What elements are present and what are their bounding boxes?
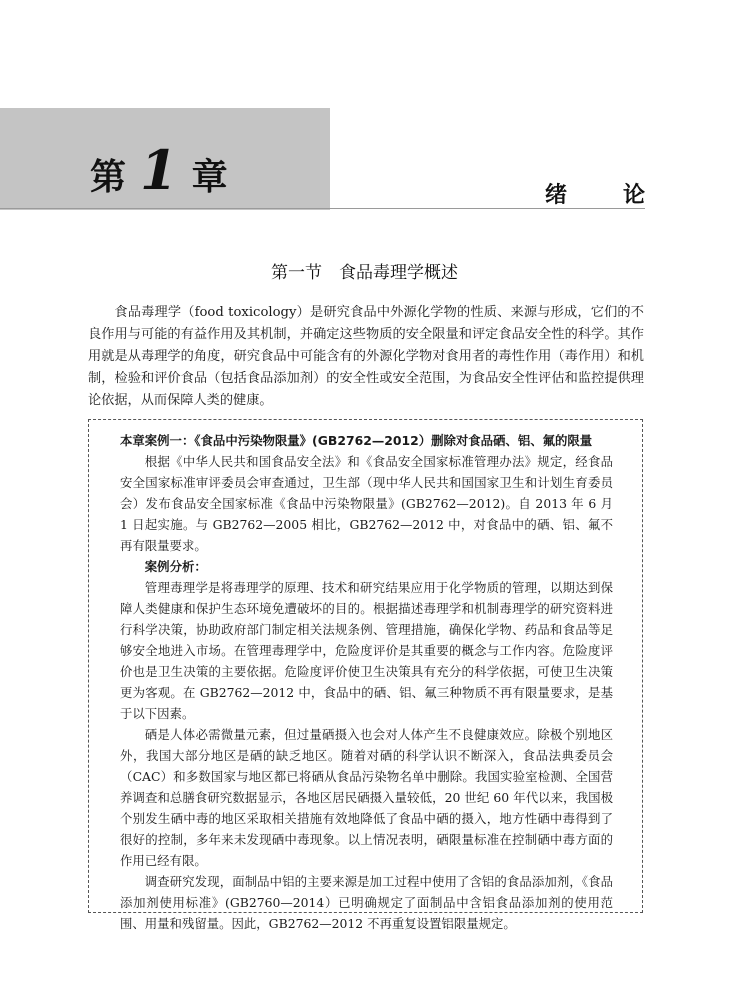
chapter-title	[545, 178, 645, 209]
analysis-paragraph-1: 管理毒理学是将毒理学的原理、技术和研究结果应用于化学物质的管理，以期达到保障人类健康和保护生态环境免遭破坏的目的。根据描述毒理学和机制毒理学的研究资料进行科学决策，协助政府部门制定相关法规条例、管理措施，确保化学物、药品和食品等足够安全地进入市场。在管理毒理学中，危险度评价是其重要的概念与工作内容。危险度评价也是卫生决策的主要依据。危险度评价使卫生决策具有充分的科学依据，可使卫生决策更为客观。在 GB2762—2012 中，食品中的硒、铝、氟三种物质不再有限量要求，是基于以下因素。	[120, 580, 613, 721]
case-background: 根据《中华人民共和国食品安全法》和《食品安全国家标准管理办法》规定，经食品安全国家标准审评委员会审查通过，卫生部（现中华人民共和国国家卫生和计划生育委员会）发布食品安全国家标准《食品中污染物限量》(GB2762—2012)。自 2013 年 6 月 1 日起实施。与 GB2762—2005 相比，GB2762—2012 中，对食品中的硒、铝、氟不再有限量要求。	[120, 454, 613, 553]
chapter-title-char-1: 绪	[545, 183, 568, 208]
analysis-paragraph-2: 硒是人体必需微量元素，但过量硒摄入也会对人体产生不良健康效应。除极个别地区外，我国大部分地区是硒的缺乏地区。随着对硒的科学认识不断深入，食品法典委员会（CAC）和多数国家与地区都已将硒从食品污染物名单中删除。我国实验室检测、全国营养调查和总膳食研究数据显示，各地区居民硒摄入量较低，20 世纪 60 年代以来，我国极个别发生硒中毒的地区采取相关措施有效地降低了食品中硒的摄入，地方性硒中毒得到了很好的控制，多年来未发现硒中毒现象。以上情况表明，硒限量标准在控制硒中毒方面的作用已经有限。	[120, 727, 613, 868]
analysis-paragraph-3: 调查研究发现，面制品中铝的主要来源是加工过程中使用了含铝的食品添加剂，《食品添加剂使用标准》(GB2760—2014）已明确规定了面制品中含铝食品添加剂的使用范围、用量和残留量。因此，GB2762—2012 不再重复设置铝限量规定。	[120, 874, 613, 931]
chapter-heading	[90, 138, 228, 202]
section-title: 第一节 食品毒理学概述	[271, 263, 458, 283]
intro-paragraph: 食品毒理学（food toxicology）是研究食品中外源化学物的性质、来源与形成，它们的不良作用与可能的有益作用及其机制，并确定这些物质的安全限量和评定食品安全性的科学。其作用就是从毒理学的角度，研究食品中可能含有的外源化学物对食用者的毒性作用（毒作用）和机制，检验和评价食品（包括食品添加剂）的安全性或安全范围，为食品安全性评估和监控提供理论依据，从而保障人类的健康。	[88, 305, 644, 408]
case-heading: 本章案例一：《食品中污染物限量》(GB2762—2012）删除对食品硒、铝、氟的限量	[120, 433, 593, 448]
chapter-prefix: 第	[90, 157, 127, 198]
chapter-suffix: 章	[191, 157, 228, 198]
chapter-title-char-2: 论	[622, 183, 645, 208]
chapter-number: 1	[140, 138, 178, 202]
case-content	[120, 430, 613, 934]
analysis-label: 案例分析：	[144, 559, 207, 574]
